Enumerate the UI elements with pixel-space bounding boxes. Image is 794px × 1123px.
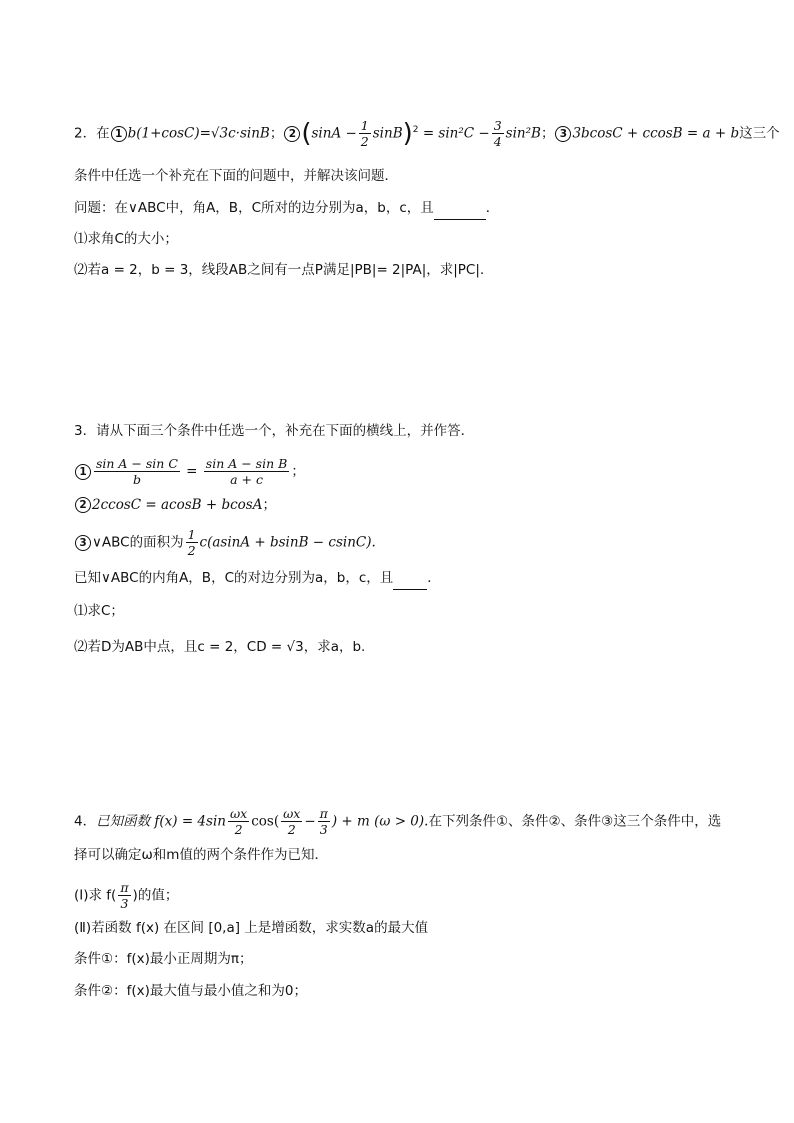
frac-num: π: [120, 880, 129, 895]
q4-mid: cos(: [251, 813, 280, 830]
circle-3-icon: 3: [75, 535, 91, 551]
q4-part1-pre: (Ⅰ)求 f(: [74, 887, 117, 904]
circle-2-icon: 2: [75, 497, 91, 513]
q2-problem-text: 问题：在∨ABC中，角A，B，C所对的边分别为a，b，c，且: [74, 200, 434, 216]
frac-num: ωx: [283, 806, 301, 821]
q2-part2: ⑵若a = 2，b = 3，线段AB之间有一点P满足|PB|= 2|PA|，求|PC|.: [74, 262, 485, 278]
frac-den: 2: [287, 822, 296, 837]
q2-sep1: ；: [269, 125, 284, 142]
q3-intro: [74, 420, 474, 442]
q4-pre: 已知函数 f(x) = 4sin: [96, 813, 226, 830]
q3-c2-text: 2ccosC = acosB + bcosA: [92, 497, 263, 513]
q4-part1: [74, 880, 178, 911]
q3-frac-right: [204, 456, 290, 487]
q3-intro-text: 请从下面三个条件中任选一个，补充在下面的横线上，并作答．: [96, 423, 475, 439]
square-sup: 2: [412, 125, 419, 135]
answer-blank[interactable]: [434, 197, 486, 220]
q3-cond3: [74, 527, 376, 558]
q4-post: ) + m (ω > 0).: [331, 813, 429, 830]
q4-part2: (Ⅱ)若函数 f(x) 在区间 [0,a] 上是增函数，求实数a的最大值: [74, 920, 429, 936]
q2-cond2-right: = sin²C −: [422, 125, 490, 142]
q3-cond1: [74, 456, 305, 487]
q2-frac-threequarters: [492, 118, 504, 149]
q3-c3-pre: ∨ABC的面积为: [92, 534, 184, 551]
frac-den: 2: [234, 822, 243, 837]
q4-number: 4．: [74, 813, 97, 830]
q4-cond2: 条件②：f(x)最大值与最小值之和为0；: [74, 983, 307, 999]
q2-sep2: ；: [540, 125, 555, 142]
q2-cond2-tail2: sin²B: [505, 125, 541, 142]
frac-den: b: [132, 472, 141, 487]
q2-lead: 在: [96, 125, 110, 142]
q2-line2: 条件中任选一个补充在下面的问题中，并解决该问题．: [74, 168, 398, 184]
frac-den: 2: [187, 543, 196, 558]
frac-num: sin A − sin B: [205, 456, 288, 471]
equals-sign: =: [181, 463, 202, 480]
frac-den: 3: [319, 822, 328, 837]
answer-blank[interactable]: [393, 567, 427, 590]
q4-frac-2: [281, 806, 302, 837]
q2-problem: [74, 197, 499, 220]
right-paren: ): [402, 118, 413, 149]
q4-line2: 择可以确定ω和m值的两个条件作为已知．: [74, 847, 328, 863]
q2-cond2-tail: sinB: [372, 125, 403, 142]
q2-part1: ⑴求角C的大小；: [74, 231, 178, 247]
q3-known: [74, 567, 441, 590]
q3-known-text: 已知∨ABC的内角A，B，C的对边分别为a，b，c，且: [74, 570, 394, 586]
circle-1-icon: 1: [111, 126, 127, 142]
q3-c1-end: ；: [291, 463, 305, 480]
q2-cond2-left: sinA −: [311, 125, 357, 142]
frac-num: 1: [360, 118, 369, 133]
q2-cond1: b(1+cosC)=√3c·sinB: [127, 125, 270, 142]
q4-post-text: 在下列条件①、条件②、条件③这三个条件中，选: [428, 813, 722, 830]
q2-frac-half: [359, 118, 371, 149]
q2-line1: [74, 118, 780, 149]
frac-num: ωx: [229, 806, 248, 821]
frac-num: 3: [493, 118, 502, 133]
q3-number: 3．: [74, 423, 97, 439]
q3-c3-post: c(asinA + bsinB − csinC).: [199, 534, 376, 551]
q2-problem-end: ．: [485, 200, 500, 216]
q4-part1-post: )的值；: [132, 887, 179, 904]
q4-line1: [74, 806, 721, 837]
q3-known-end: ．: [427, 570, 441, 586]
circle-2-icon: 2: [284, 126, 300, 142]
circle-3-icon: 3: [555, 126, 571, 142]
frac-num: 1: [187, 527, 196, 542]
left-paren: (: [301, 118, 312, 149]
q3-part2: ⑵若D为AB中点，且c = 2，CD = √3，求a，b.: [74, 639, 366, 655]
q4-frac-1: [228, 806, 249, 837]
q3-frac-left: [94, 456, 180, 487]
frac-num: π: [319, 806, 328, 821]
frac-den: 2: [360, 134, 369, 149]
q4-minus: −: [304, 813, 316, 830]
frac-den: 3: [120, 896, 129, 911]
q4-frac-3: [318, 806, 330, 837]
q3-part1: ⑴求C；: [74, 603, 124, 619]
q3-c2-end: ；: [262, 497, 276, 513]
q2-tail: 这三个: [739, 125, 780, 142]
q4-part1-frac: [118, 880, 130, 911]
q2-cond3: 3bcosC + ccosB = a + b: [572, 125, 740, 142]
q2-number: 2．: [74, 125, 97, 142]
q4-cond1: 条件①：f(x)最小正周期为π；: [74, 951, 253, 967]
q3-cond2: [74, 494, 276, 516]
frac-num: sin A − sin C: [96, 456, 178, 471]
frac-den: a + c: [230, 472, 263, 487]
circle-1-icon: 1: [75, 464, 91, 480]
q3-frac-half: [186, 527, 198, 558]
frac-den: 4: [493, 134, 502, 149]
